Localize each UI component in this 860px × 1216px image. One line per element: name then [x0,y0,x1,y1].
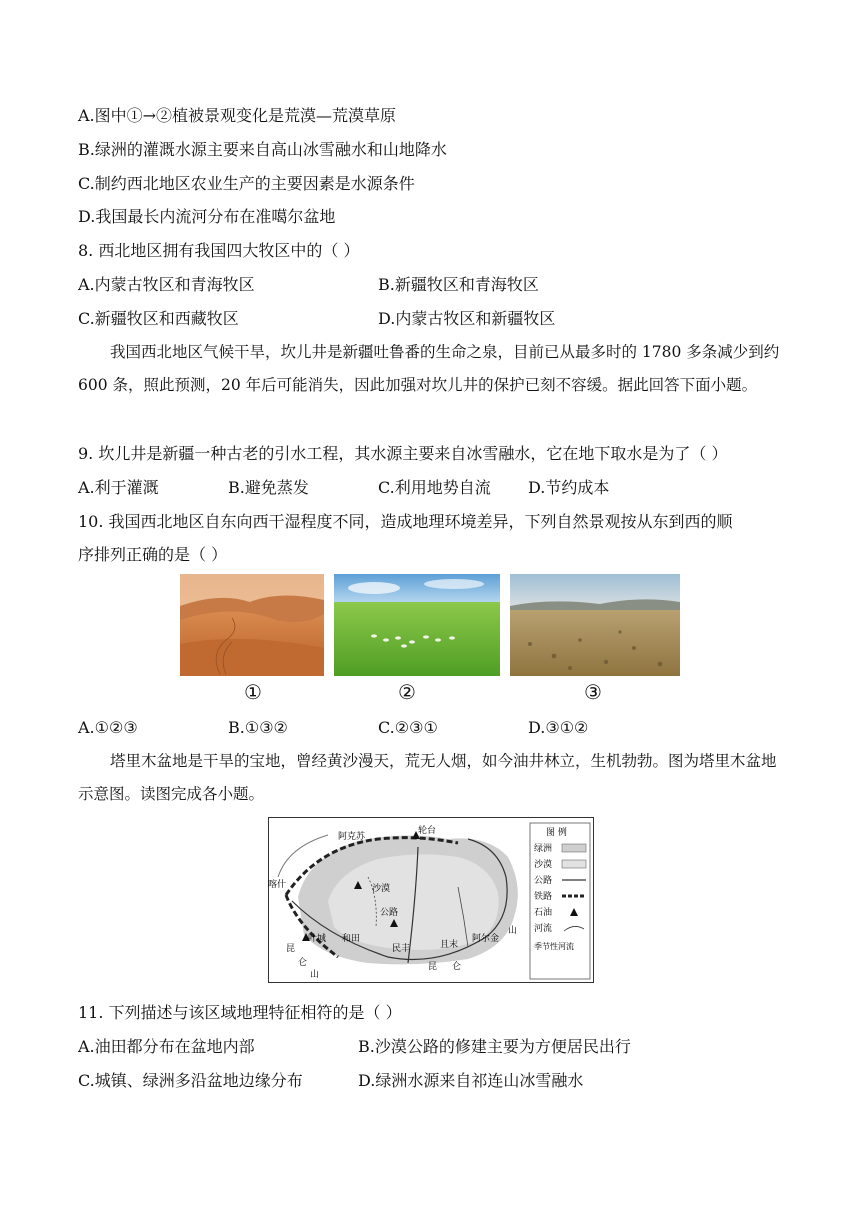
legend-road: 公路 [534,876,553,886]
passage-tarim-text: 塔里木盆地是干旱的宝地，曾经黄沙漫天，荒无人烟，如今油井林立，生机勃勃。图为塔里木盆地示意图。读图完成各小题。 [78,752,777,803]
passage-tarim [78,745,784,811]
map-legend [530,823,590,979]
q10-stem-line1: 10. 我国西北地区自东向西干湿程度不同，造成地理环境差异，下列自然景观按从东到西的顺 [78,512,733,531]
map-place-aksu: 阿克苏 [338,832,366,842]
legend-railway: 铁路 [534,892,553,902]
map-place-hotan: 和田 [342,934,361,944]
map-place-kashgar: 喀什 [268,880,287,890]
q9-option-c: C.利用地势自流 [378,478,491,497]
q10-option-b: B.①③② [228,718,288,737]
photo-label-1: ① [244,680,262,704]
q8-option-b: B.新疆牧区和青海牧区 [378,275,539,294]
map-place-desert: 沙漠 [372,884,391,894]
q7-option-c: C.制约西北地区农业生产的主要因素是水源条件 [78,174,415,193]
legend-oil: 石油 [534,908,553,918]
q10-option-c: C.②③① [378,718,438,737]
map-place-yecheng: 叶城 [308,934,327,944]
map-place-altun-shan: 山 [508,926,518,936]
q10-option-a: A.①②③ [78,718,138,737]
q7-option-a: A.图中①→②植被景观变化是荒漠—荒漠草原 [78,106,397,125]
q9-option-b: B.避免蒸发 [228,478,309,497]
map-place-qiemo: 且末 [440,940,459,950]
steppe-photo [510,574,680,676]
map-place-highway: 公路 [380,908,399,918]
desert-photo [180,574,324,676]
q7-option-d: D.我国最长内流河分布在准噶尔盆地 [78,207,336,226]
legend-oasis: 绿洲 [534,844,553,854]
q11-option-a: A.油田都分布在盆地内部 [78,1037,255,1056]
legend-river: 河流 [534,924,553,934]
map-place-kun-e: 昆 [428,962,438,972]
tarim-basin-map [268,817,594,983]
q11-stem: 11. 下列描述与该区域地理特征相符的是（ ） [78,1003,402,1022]
legend-desert: 沙漠 [534,860,553,870]
q11-option-b: B.沙漠公路的修建主要为方便居民出行 [358,1037,631,1056]
q8-stem: 8. 西北地区拥有我国四大牧区中的（ ） [78,241,360,260]
legend-title: 图 例 [546,828,567,838]
q9-stem: 9. 坎儿井是新疆一种古老的引水工程，其水源主要来自冰雪融水，它在地下取水是为了（ ） [78,444,728,463]
q9-option-d: D.节约成本 [528,478,610,497]
photo-label-3: ③ [584,680,602,704]
q11-option-d: D.绿洲水源来自祁连山冰雪融水 [358,1071,584,1090]
q8-option-d: D.内蒙古牧区和新疆牧区 [378,309,556,328]
photo-label-2: ② [398,680,416,704]
q10-stem-line2: 序排列正确的是（ ） [78,545,228,564]
map-place-shan-w: 山 [310,970,320,980]
q8-option-a: A.内蒙古牧区和青海牧区 [78,275,255,294]
map-place-lun-w: 仑 [298,958,308,968]
grassland-photo [334,574,500,676]
legend-seasonal-river: 季节性河流 [534,942,574,951]
map-place-lun-e: 仑 [452,962,462,972]
map-place-altun: 阿尔金 [472,934,500,944]
map-place-kun-w: 昆 [286,944,296,954]
passage-karez-text: 我国西北地区气候干旱，坎儿井是新疆吐鲁番的生命之泉，目前已从最多时的 1780 多条减少到约 600 条，照此预测，20 年后可能消失，因此加强对坎儿井的保护已刻不容缓。据此回答下面小题。 [78,343,780,394]
q8-option-c: C.新疆牧区和西藏牧区 [78,309,239,328]
q7-option-b: B.绿洲的灌溉水源主要来自高山冰雪融水和山地降水 [78,140,447,159]
q11-option-c: C.城镇、绿洲多沿盆地边缘分布 [78,1071,303,1090]
map-place-luntai: 轮台 [418,826,437,836]
q10-option-d: D.③①② [528,718,589,737]
q9-option-a: A.利于灌溉 [78,478,159,497]
passage-karez [78,336,784,402]
map-place-minfeng: 民丰 [392,944,411,954]
